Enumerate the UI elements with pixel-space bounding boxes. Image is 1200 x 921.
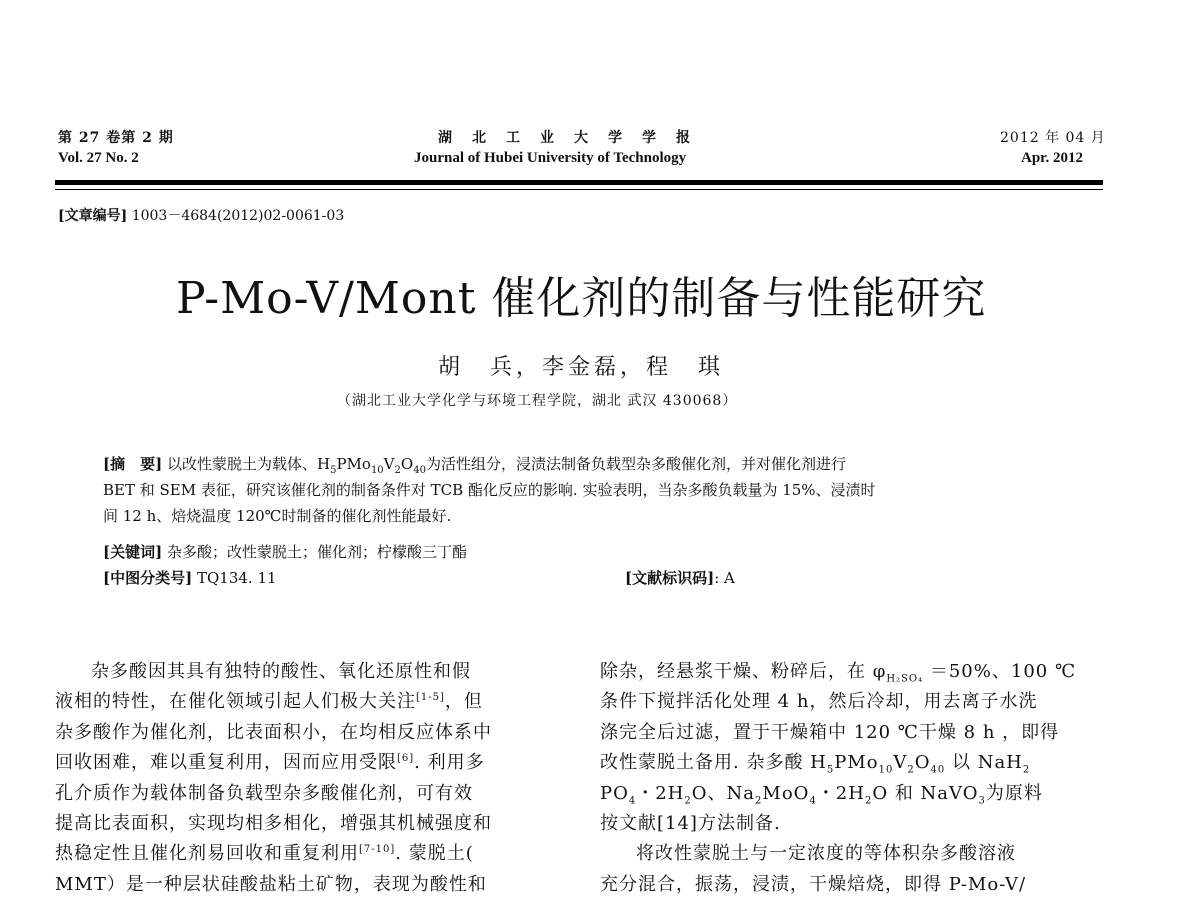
right-line-7: 将改性蒙脱土与一定浓度的等体积杂多酸溶液	[636, 843, 1016, 865]
volume-cn: 第 27 卷第 2 期	[58, 130, 174, 146]
right-line-3: 涤完全后过滤，置于干燥箱中 120 ℃干燥 8 h ，即得	[600, 721, 1060, 743]
abstract-label: [摘 要]	[103, 455, 163, 473]
journal-en: Journal of Hubei University of Technology	[414, 150, 687, 166]
right-column	[600, 657, 1110, 900]
keywords	[103, 539, 467, 565]
doc-code-label: [文献标识码]	[625, 569, 715, 587]
date-cn: 2012 年 04 月	[1000, 130, 1106, 146]
date-en: Apr. 2012	[1021, 150, 1083, 166]
article-id	[58, 205, 344, 225]
volume-en: Vol. 27 No. 2	[58, 150, 139, 166]
right-line-5: $PO_4$・$2H_2O$、$Na_2MoO_4$・$2H_2O$ 和 NaVO$_3$为原料	[600, 782, 1043, 807]
left-line-7: 热稳定性且催化剂易回收和重复利用[7-10]. 蒙脱土(	[55, 843, 474, 865]
left-line-3: 杂多酸作为催化剂，比表面积小，在均相反应体系中	[55, 721, 492, 743]
abstract-line-1: [摘 要] 以改性蒙脱土为载体、$H_5PMo_{10}V_2O_{40}$为活性组分，浸渍法制备负载型杂多酸催化剂，并对催化剂进行	[103, 455, 846, 476]
classification-value: TQ134. 11	[196, 569, 277, 587]
left-line-5: 孔介质作为载体制备负载型杂多酸催化剂，可有效	[55, 782, 473, 804]
keywords-value: 杂多酸；改性蒙脱土；催化剂；柠檬酸三丁酯	[166, 543, 467, 561]
left-column	[55, 657, 565, 900]
left-line-8: MMT）是一种层状硅酸盐粘土矿物，表现为酸性和	[55, 873, 487, 895]
doc-code	[625, 565, 735, 591]
right-line-4: 改性蒙脱土备用. 杂多酸 $H_5PMo_{10}V_2O_{40}$ 以 NaH$_2$	[600, 752, 1031, 776]
affiliation: （湖北工业大学化学与环境工程学院，湖北 武汉 430068）	[337, 393, 738, 409]
header-rule-thin	[55, 189, 1103, 190]
journal-cn: 湖 北 工 业 大 学 学 报	[438, 130, 693, 146]
classification	[103, 565, 277, 591]
keywords-label: [关键词]	[103, 543, 163, 561]
header-rule-thick	[55, 180, 1103, 185]
left-line-6: 提高比表面积，实现均相多相化，增强其机械强度和	[55, 813, 492, 835]
right-line-1: 除杂，经悬浆干燥、粉碎后，在 $\varphi_{H_2SO_4} =50\%$、100 ℃	[600, 661, 1077, 685]
left-line-4: 回收困难，难以重复利用，因而应用受限[6]. 利用多	[55, 752, 485, 774]
classification-label: [中图分类号]	[103, 569, 193, 587]
right-line-2: 条件下搅拌活化处理 4 h，然后冷却，用去离子水洗	[600, 691, 1038, 713]
article-id-value: 1003－4684(2012)02-0061-03	[131, 208, 345, 224]
abstract-line-2: BET 和 SEM 表征，研究该催化剂的制备条件对 TCB 酯化反应的影响. 实验表明，当杂多酸负载量为 15%、浸渍时	[103, 481, 876, 499]
left-line-1: 杂多酸因其具有独特的酸性、氧化还原性和假	[91, 661, 471, 682]
left-line-2: 液相的特性，在催化领域引起人们极大关注[1-5]，但	[55, 691, 483, 713]
article-id-label: [文章编号]	[58, 208, 128, 224]
authors: 胡 兵，李金磊，程 琪	[438, 355, 725, 380]
doc-code-value: : A	[714, 569, 735, 587]
right-line-6: 按文献[14]方法制备.	[600, 813, 781, 835]
page-title: P-Mo-V/Mont 催化剂的制备与性能研究	[176, 273, 987, 324]
abstract-line-3: 间 12 h、焙烧温度 120℃时制备的催化剂性能最好.	[103, 507, 452, 525]
right-line-8: 充分混合，振荡，浸渍，干燥焙烧，即得 P-Mo-V/	[600, 873, 1027, 895]
